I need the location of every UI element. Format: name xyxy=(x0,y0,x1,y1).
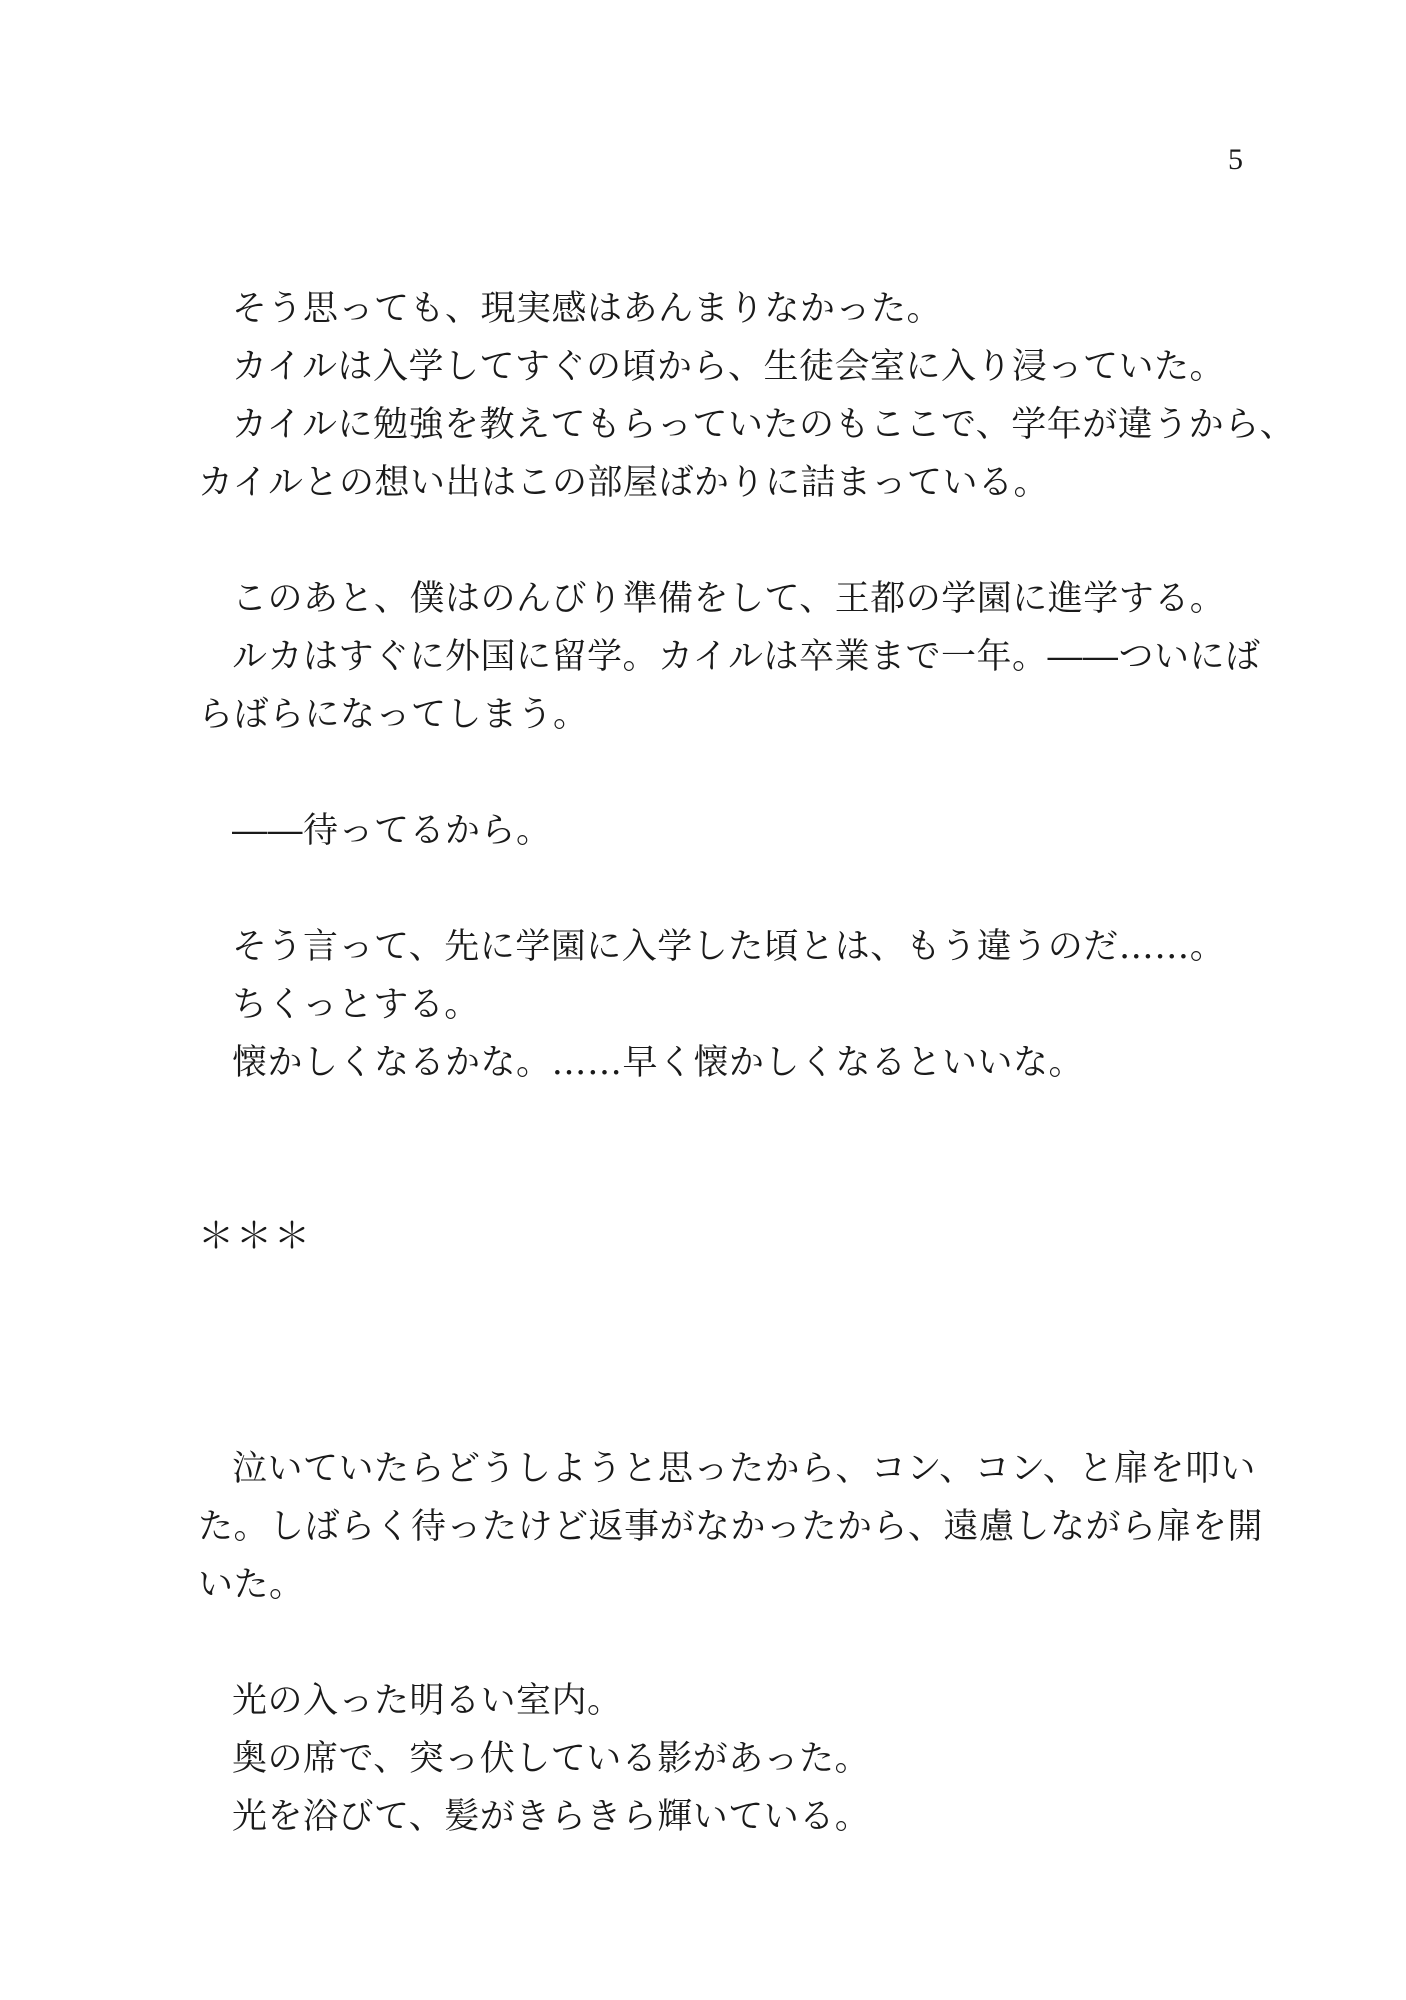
text-line: 光の入った明るい室内。 xyxy=(232,1681,623,1721)
paragraph-gap xyxy=(198,860,1258,918)
text-line: カイルは入学してすぐの頃から、生徒会室に入り浸っていた。 xyxy=(232,347,1225,387)
text-line: いた。 xyxy=(198,1565,305,1605)
section-gap xyxy=(198,1092,1258,1208)
text-line: ルカはすぐに外国に留学。カイルは卒業まで一年。――ついにば xyxy=(232,637,1261,677)
text-line: 懐かしくなるかな。……早く懐かしくなるといいな。 xyxy=(232,1043,1085,1083)
section-gap xyxy=(198,1266,1258,1440)
text-line: 光を浴びて、髪がきらきら輝いている。 xyxy=(232,1797,871,1837)
paragraph-gap xyxy=(198,512,1258,570)
text-line: た。しばらく待ったけど返事がなかったから、遠慮しながら扉を開 xyxy=(198,1507,1264,1547)
text-line: ちくっとする。 xyxy=(232,985,480,1025)
text-line: カイルとの想い出はこの部屋ばかりに詰まっている。 xyxy=(198,463,1049,503)
body-text xyxy=(198,280,1296,1846)
text-line: そう思っても、現実感はあんまりなかった。 xyxy=(232,289,943,329)
text-line: そう言って、先に学園に入学した頃とは、もう違うのだ……。 xyxy=(232,927,1226,967)
paragraph-gap xyxy=(198,744,1258,802)
text-line: 泣いていたらどうしようと思ったから、コン、コン、と扉を叩い xyxy=(232,1449,1256,1489)
text-line: らばらになってしまう。 xyxy=(198,695,589,735)
text-line: カイルに勉強を教えてもらっていたのもここで、学年が違うから、 xyxy=(232,405,1296,445)
text-line: 奥の席で、突っ伏している影があった。 xyxy=(232,1739,870,1779)
text-line: このあと、僕はのんびり準備をして、王都の学園に進学する。 xyxy=(232,579,1226,619)
text-line: ――待ってるから。 xyxy=(232,811,552,851)
scene-break: ＊＊＊ xyxy=(198,1216,313,1257)
page-number: 5 xyxy=(1228,143,1243,176)
paragraph-gap xyxy=(198,1614,1258,1672)
